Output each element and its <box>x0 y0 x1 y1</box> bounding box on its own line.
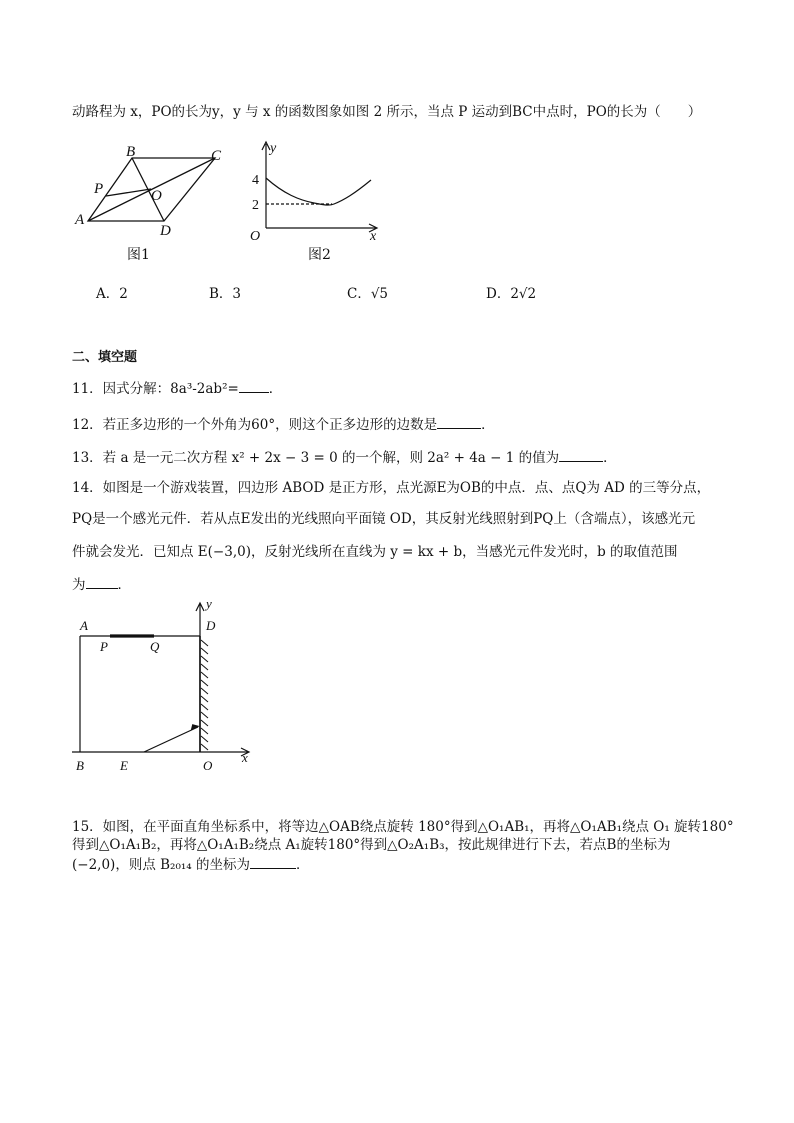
fig2-origin-label: O <box>250 229 261 244</box>
q14-answer-blank[interactable] <box>86 574 118 589</box>
q15-answer-blank[interactable] <box>250 854 296 869</box>
q15-line-2-holder: 得到△O₁A₁B₂，再将△O₁A₁B₂绕点 A₁旋转180°得到△O₂A₁B₃，按此规律进行下去，若点B的坐标为 <box>72 837 671 853</box>
q10-tail-text: 动路程为 x，PO的长为y，y 与 x 的函数图象如图 2 所示，当点 P 运动到BC中点时，PO的长为（ ） <box>72 104 702 120</box>
q15-end: ． <box>295 857 310 873</box>
q13-end: ． <box>603 450 617 466</box>
q13-text: 13．若 a 是一元二次方程 x² + 2x − 3 = 0 的一个解，则 2a² + 4a − 1 的值为 <box>72 450 560 466</box>
q15-line-3 <box>72 854 309 874</box>
q11-line <box>72 378 282 398</box>
fig1-label-p: P <box>94 181 104 197</box>
fig2-caption: 图2 <box>308 247 331 263</box>
q14-label-o: O <box>203 758 213 773</box>
q12-text: 12．若正多边形的一个外角为60°，则这个正多边形的边数是 <box>72 417 438 433</box>
q14-label-e: E <box>120 758 128 773</box>
q14-line-2: PQ是一个感光元件．若从点E发出的光线照向平面镜 OD，其反射光线照射到PQ上（含端点），该感光元 <box>72 511 696 527</box>
fig2-y-label: y <box>270 141 277 156</box>
q11-text: 11．因式分解：8a³-2ab²= <box>72 381 239 397</box>
fig1-label-b: B <box>126 144 136 160</box>
q12-end: ． <box>481 417 495 433</box>
option-b[interactable]: B．3 <box>209 286 242 302</box>
q14-label-y: y <box>206 596 212 611</box>
option-d[interactable]: D．2√2 <box>486 286 537 302</box>
fig2-x-label: x <box>370 229 377 244</box>
fig2-tick-2: 2 <box>252 198 259 213</box>
q13-answer-blank[interactable] <box>559 447 603 462</box>
q14-line-1: 14．如图是一个游戏装置，四边形 ABOD 是正方形，点光源E为OB的中点．点、点Q为 AD 的三等分点， <box>72 480 711 496</box>
option-a[interactable]: A．2 <box>96 286 128 302</box>
q14-label-a: A <box>80 618 88 633</box>
fig1-label-d: D <box>160 223 171 239</box>
q14-text-4: 为 <box>72 577 86 593</box>
fig1-label-a: A <box>75 212 85 228</box>
q14-line-3: 件就会发光．已知点 E(−3,0)，反射光线所在直线为 y = kx + b，当感光元件发光时，b 的取值范围 <box>72 544 678 560</box>
q14-figure <box>70 596 260 776</box>
fig2-tick-4: 4 <box>252 173 259 188</box>
q13-line <box>72 447 617 467</box>
fig1-caption: 图1 <box>127 247 150 263</box>
q15-text-3: (−2,0)，则点 B₂₀₁₄ 的坐标为 <box>72 857 250 873</box>
q14-label-b: B <box>76 758 84 773</box>
q11-answer-blank[interactable] <box>239 378 269 393</box>
section-fill-in-title: 二、填空题 <box>72 350 138 365</box>
fig1-label-o: O <box>151 188 162 204</box>
q14-label-q: Q <box>150 639 160 654</box>
q14-line-4 <box>72 574 131 594</box>
q12-line <box>72 414 495 434</box>
q14-label-p: P <box>100 639 108 654</box>
q11-end: ． <box>268 381 283 397</box>
option-c[interactable]: C．√5 <box>347 286 389 302</box>
q14-end: ． <box>117 577 131 593</box>
q12-answer-blank[interactable] <box>437 414 481 429</box>
q14-label-x: x <box>242 750 248 765</box>
q14-label-d: D <box>206 618 216 633</box>
figure-2-graph <box>244 136 394 244</box>
fig1-label-c: C <box>211 148 222 164</box>
figure-1-parallelogram <box>70 140 240 240</box>
q15-line-1: 15．如图，在平面直角坐标系中，将等边△OAB绕点旋转 180°得到△O₁AB₁，再将△O₁AB₁绕点 O₁ 旋转180° <box>72 819 734 835</box>
